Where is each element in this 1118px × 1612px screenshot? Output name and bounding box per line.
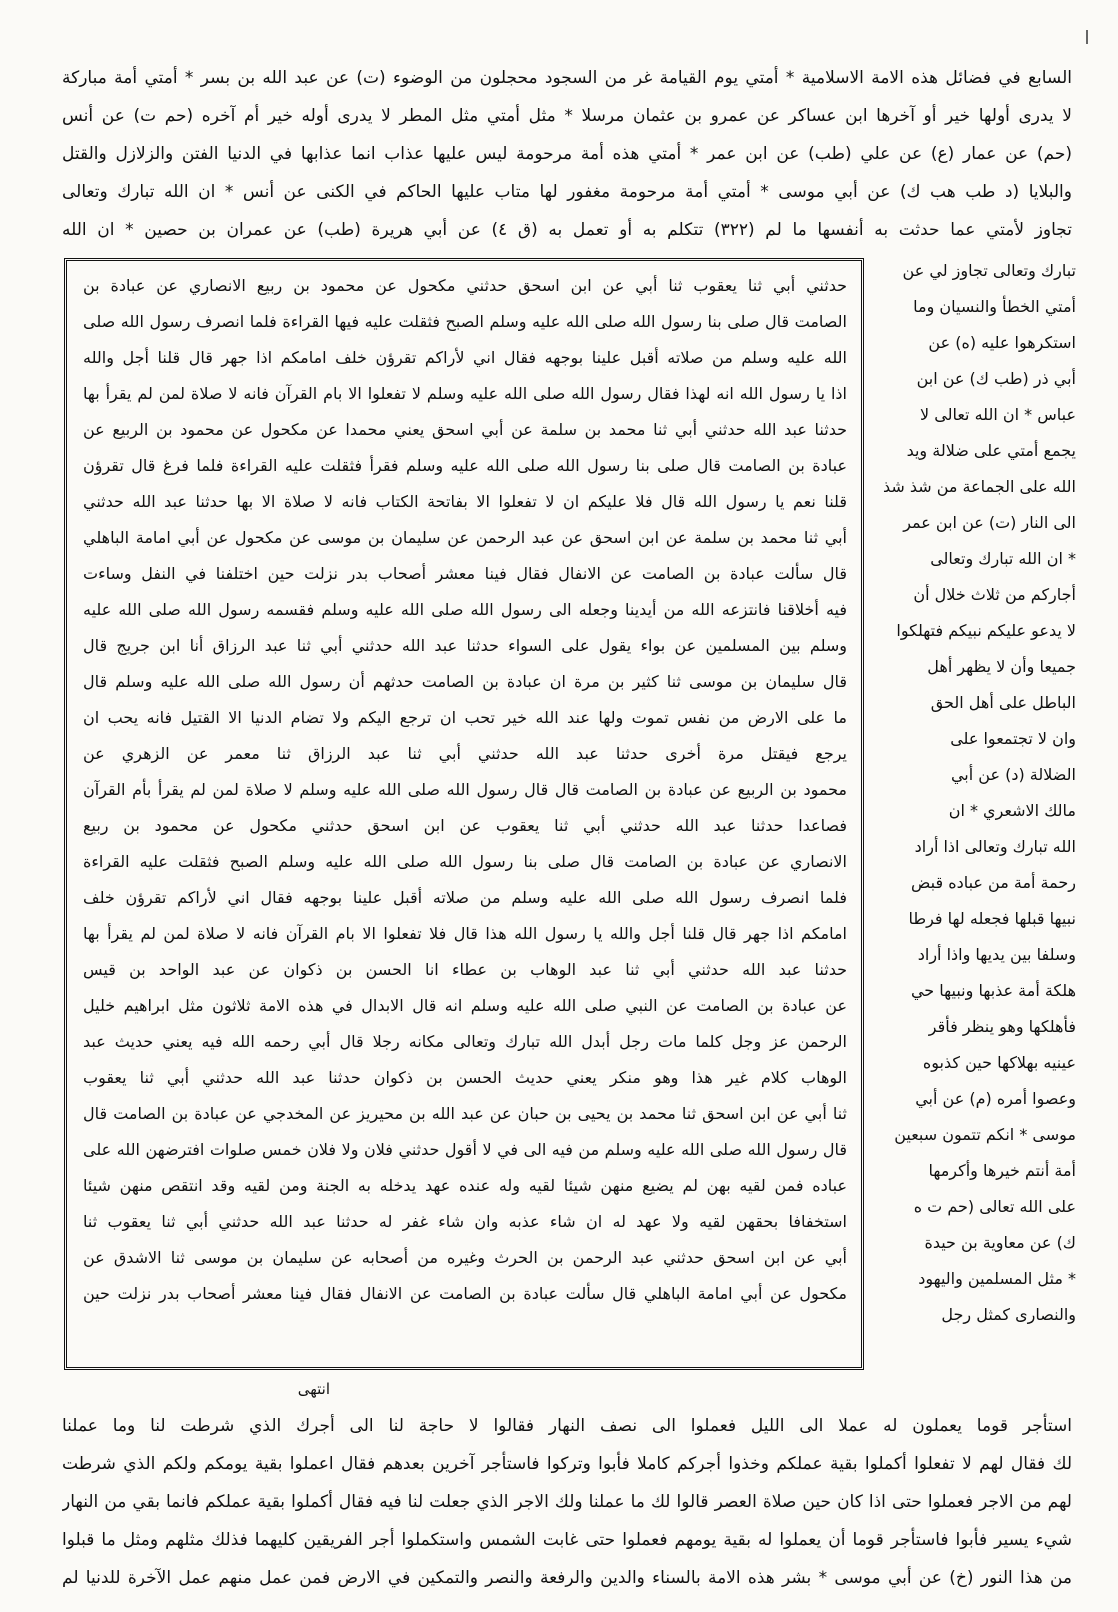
box-line: ثنا أبي عن ابن اسحق ثنا محمد بن يحيى بن حبان عن عبد الله بن محيريز عن المخدجي عن عبادة بن الصامت قال: [83, 1104, 847, 1123]
side-line: الضلالة (د) عن أبي: [950, 765, 1076, 784]
side-line: نبيها قبلها فجعله لها فرطا: [908, 909, 1076, 928]
box-line: الله عليه وسلم من صلاته أقبل علينا بوجهه فقال اني لأراكم تقرؤن خلف امامكم اذا جهر قال قلنا أجل والله: [83, 348, 847, 367]
side-line: استكرهوا عليه (ه) عن: [928, 333, 1076, 352]
box-line: الانصاري عن عبادة بن الصامت قال صلى بنا رسول الله صلى الله عليه وسلم الصبح فثقلت عليه القراءة: [83, 852, 847, 871]
side-line: فأهلكها وهو ينظر فأقر: [928, 1017, 1076, 1036]
bottom-line: استأجر قوما يعملون له عملا الى الليل فعملوا الى نصف النهار فقالوا لا حاجة لنا الى أجرك الذي شرطت لنا وما عملنا: [62, 1416, 1072, 1436]
box-line: ما على الارض من نفس تموت ولها عند الله خير تحب ان ترجع اليكم ولا تضام الدنيا الا القتيل فانه يحب ان: [83, 708, 847, 727]
side-line: وسلفا بين يديها واذا أراد: [917, 945, 1076, 964]
page-edge-mark: [1086, 30, 1088, 44]
bordered-hadith-block: [64, 258, 864, 1370]
box-line: عباده فمن لقيه بهن لم يضيع منهن شيئا لقيه وله عنده عهد يدخله به الجنة ومن لقيه وقد انتقص منهن شيئا: [83, 1176, 847, 1195]
box-line: قلنا نعم يا رسول الله قال فلا عليكم ان لا تفعلوا الا بفاتحة الكتاب فانه لا صلاة الا بها حدثنا عبد الله حدثني: [83, 492, 847, 511]
box-line: فلما انصرف رسول الله صلى الله عليه وسلم من صلاته أقبل علينا بوجهه فقال اني لأراكم تقرؤن خلف: [83, 888, 847, 907]
side-line: موسى * انكم تتمون سبعين: [894, 1125, 1076, 1144]
side-line: تبارك وتعالى تجاوز لي عن: [902, 261, 1076, 280]
box-line: قال سألت عبادة بن الصامت عن الانفال فقال فينا معشر أصحاب بدر نزلت حين اختلفنا في النفل وساءت: [83, 564, 847, 583]
side-line: الباطل على أهل الحق: [930, 693, 1076, 712]
box-line: محمود بن الربيع عن عبادة بن الصامت قال قال رسول الله صلى الله عليه وسلم لا صلاة لمن لم يقرأ بأم القرآن: [83, 780, 847, 799]
box-line: الوهاب كلام غير هذا وهو منكر يعني حديث الحسن بن ذكوان حدثنا عبد الله حدثني أبي ثنا يعقوب: [83, 1068, 847, 1087]
side-line: أمتي الخطأ والنسيان وما: [913, 297, 1076, 316]
box-line: حدثنا عبد الله حدثني أبي ثنا عبد الوهاب بن عطاء انا الحسن بن ذكوان عن عبد الواحد بن قيس: [83, 960, 847, 979]
box-line: حدثنا عبد الله حدثني أبي ثنا محمد بن سلمة عن أبي اسحق يعني محمدا عن مكحول عن محمود بن الربيع عن: [83, 420, 847, 439]
box-line: مكحول عن أبي امامة الباهلي قال سألت عبادة بن الصامت عن الانفال فقال فينا معشر أصحاب بدر نزلت حين: [83, 1284, 847, 1303]
side-line: رحمة أمة من عباده قبض: [911, 873, 1076, 892]
box-line: امامكم اذا جهر قال قلنا أجل والله يا رسول الله هذا قال فلا تفعلوا الا بام القرآن فانه لا صلاة لمن لم يقرأ بها: [83, 924, 847, 943]
top-line: والبلايا (د طب هب ك) عن أبي موسى * أمتي أمة مرحومة مغفور لها متاب عليها الحاكم في الكنى عن أنس * ان الله تبارك وتعالى: [62, 182, 1072, 202]
box-line: اذا يا رسول الله انه لهذا فقال رسول الله صلى الله عليه وسلم لا تفعلوا الا بام القرآن فانه لا صلاة لمن لم يقرأ بها: [83, 384, 847, 403]
side-line: أمة أنتم خيرها وأكرمها: [928, 1161, 1076, 1180]
top-line: السابع في فضائل هذه الامة الاسلامية * أمتي يوم القيامة غر من السجود محجلون من الوضوء (ت) عن عبد الله بن بسر * أمتي أمة مباركة: [62, 68, 1072, 88]
box-line: وسلم بين المسلمين عن بواء يقول على السواء حدثنا عبد الله حدثني أبي ثنا عبد الرزاق أنا ابن جريج قال: [83, 636, 847, 655]
box-line: يرجع فيقتل مرة أخرى حدثنا عبد الله حدثني أبي ثنا عبد الرزاق ثنا معمر عن الزهري عن: [83, 744, 847, 763]
side-line: لا يدعو عليكم نبيكم فتهلكوا: [896, 621, 1076, 640]
bottom-line: لك فقال لهم لا تفعلوا أكملوا بقية عملكم وخذوا أجركم كاملا فأبوا وتركوا فاستأجر آخرين بعدهم فقال اعملوا بقية يومكم ولكم الذي شرطت: [62, 1454, 1072, 1474]
side-line: * ان الله تبارك وتعالى: [930, 549, 1076, 568]
box-line: فيه أخلاقنا فانتزعه الله من أيدينا وجعله الى رسول الله صلى الله عليه وسلم فقسمه رسول الله صلى الله عليه: [83, 600, 847, 619]
side-line: الله على الجماعة من شذ شذ: [882, 477, 1076, 496]
side-line: ك) عن معاوية بن حيدة: [924, 1233, 1076, 1252]
side-line: عباس * ان الله تعالى لا: [920, 405, 1076, 424]
box-line: أبي ثنا محمد بن سلمة عن ابن اسحق عن عبد الرحمن عن سليمان بن موسى عن مكحول عن أبي امامة الباهلي: [83, 528, 847, 547]
top-line: تجاوز لأمتي عما حدثت به أنفسها ما لم (٣٢٢) تتكلم به أو تعمل به (ق ٤) عن أبي هريرة (طب) عن عمران بن حصين * ان الله: [62, 220, 1072, 240]
box-line: الصامت قال صلى بنا رسول الله صلى الله عليه وسلم الصبح فثقلت عليه فيها القراءة فلما انصرف رسول الله صلى: [83, 312, 847, 331]
side-line: جميعا وأن لا يظهر أهل: [927, 657, 1076, 676]
side-line: وعصوا أمره (م) عن أبي: [915, 1089, 1076, 1108]
box-line: عبادة بن الصامت قال صلى بنا رسول الله صلى الله عليه وسلم فقرأ فثقلت عليه القراءة فلما فرغ قال تقرؤن: [83, 456, 847, 475]
corner-note: انتهى: [297, 1380, 330, 1398]
box-line: عن عبادة بن الصامت عن النبي صلى الله عليه وسلم انه قال الابدال في هذه الامة ثلاثون مثل ابراهيم خليل: [83, 996, 847, 1015]
top-line: لا يدرى أولها خير أو آخرها ابن عساكر عن عمرو بن عثمان مرسلا * مثل أمتي مثل المطر لا يدرى أوله خير أم آخره (حم ت) عن أنس: [62, 106, 1072, 126]
side-line: والنصارى كمثل رجل: [941, 1305, 1076, 1324]
side-line: عينيه بهلاكها حين كذبوه: [922, 1053, 1076, 1072]
bottom-line: من هذا النور (خ) عن أبي موسى * بشر هذه الامة بالسناء والدين والرفعة والنصر والتمكين في الارض فمن عمل منهم عمل الآخرة للدنيا لم: [62, 1568, 1072, 1588]
box-line: الرحمن عز وجل كلما مات رجل أبدل الله تبارك وتعالى مكانه رجلا قال أبي رحمه الله فيه يعني حديث عبد: [83, 1032, 847, 1051]
bottom-line: شيء يسير فأبوا فاستأجر قوما أن يعملوا له بقية يومهم فعملوا حتى غابت الشمس واستكملوا أجر الفريقين كليهما فذلك مثلهم ومثل ما قبلوا: [62, 1530, 1072, 1550]
side-line: * مثل المسلمين واليهود: [918, 1269, 1076, 1288]
box-line: أبي عن ابن اسحق حدثني عبد الرحمن بن الحرث وغيره من أصحابه عن سليمان بن موسى ثنا الاشدق عن: [83, 1248, 847, 1267]
side-line: الله تبارك وتعالى اذا أراد: [914, 837, 1076, 856]
side-line: أجاركم من ثلاث خلال أن: [913, 585, 1076, 604]
side-line: هلكة أمة عذبها ونبيها حي: [910, 981, 1076, 1000]
bottom-line: لهم من الاجر فعملوا حتى اذا كان حين صلاة العصر قالوا لك ما عملنا ولك الاجر الذي جعلت لنا فيه فقال أكملوا بقية عملكم فانما بقي من النهار: [62, 1492, 1072, 1512]
box-line: استخفافا بحقهن لقيه ولا عهد له ان شاء عذبه وان شاء غفر له حدثنا عبد الله حدثني أبي ثنا يعقوب ثنا: [83, 1212, 847, 1231]
side-line: على الله تعالى (حم ت ه: [913, 1197, 1076, 1216]
box-line: قال سليمان بن موسى ثنا كثير بن مرة ان عبادة بن الصامت حدثهم أن رسول الله صلى الله عليه وسلم قال: [83, 672, 847, 691]
top-line: (حم) عن عمار (ع) عن علي (طب) عن ابن عمر * أمتي هذه أمة مرحومة ليس عليها عذاب انما عذابها في الدنيا الفتن والزلازل والقتل: [62, 144, 1072, 164]
side-line: الى النار (ت) عن ابن عمر: [903, 513, 1076, 532]
side-line: أبي ذر (طب ك) عن ابن: [916, 369, 1076, 388]
box-line: قال رسول الله صلى الله عليه وسلم من فيه الى في لا أقول حدثني فلان ولا فلان خمس صلوات افترضهن الله على: [83, 1140, 847, 1159]
side-line: وان لا تجتمعوا على: [950, 729, 1076, 748]
side-line: مالك الاشعري * ان: [948, 801, 1076, 820]
side-line: يجمع أمتي على ضلالة ويد: [906, 441, 1076, 460]
box-line: حدثني أبي ثنا يعقوب ثنا أبي عن ابن اسحق حدثني مكحول عن محمود بن ربيع الانصاري عن عبادة بن: [83, 276, 847, 295]
box-line: فصاعدا حدثنا عبد الله حدثني أبي ثنا يعقوب عن ابن اسحق حدثني مكحول عن محمود بن ربيع: [83, 816, 847, 835]
